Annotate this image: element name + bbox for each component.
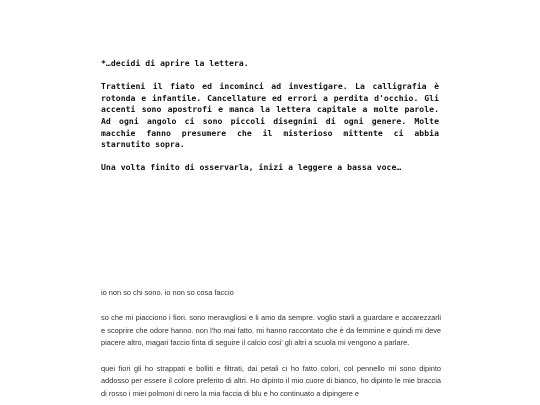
intro-text	[101, 58, 439, 186]
letter-paragraph-3: quei fiori gli ho strappati e bolliti e filtrati, dai petali ci ho fatto colori, col pennello mi sono dipinto addosso per essere il colore preferito di altri. Ho dipinto il mio cuore di bianco, ho dipinto le mie braccia di rosso i miei polmoni di nero la mia faccia di blu e ho continuato a dipingere e	[101, 363, 441, 398]
letter-body	[101, 287, 441, 405]
letter-paragraph-1: io non so chi sono. io non so cosa faccio	[101, 288, 234, 297]
action-line: *…decidi di aprire la lettera.	[101, 58, 249, 68]
letter-paragraph-2: so che mi piacciono i fiori. sono meravigliosi e li amo da sempre. voglio starli a guardare e accarezzarli e scoprire che odore hanno. non l'ho mai fatto. mi hanno raccontato che è da femmine e quindi mi deve piacere altro, magari faccio finta di seguire il calcio cosi' gli altri a scuola mi vengono a parlare.	[101, 313, 441, 348]
letter-description: Trattieni il fiato ed incominci ad investigare. La calligrafia è rotonda e infantile. Cancellature ed errori a perdita d'occhio. Gli accenti sono apostrofi e manca la lettera capitale a molte parole. Ad ogni angolo ci sono piccoli disegnini di ogni genere. Molte macchie fanno presumere che il misterioso mittente ci abbia starnutito sopra.	[101, 81, 439, 150]
transition-line: Una volta finito di osservarla, inizi a leggere a bassa voce…	[101, 162, 402, 173]
